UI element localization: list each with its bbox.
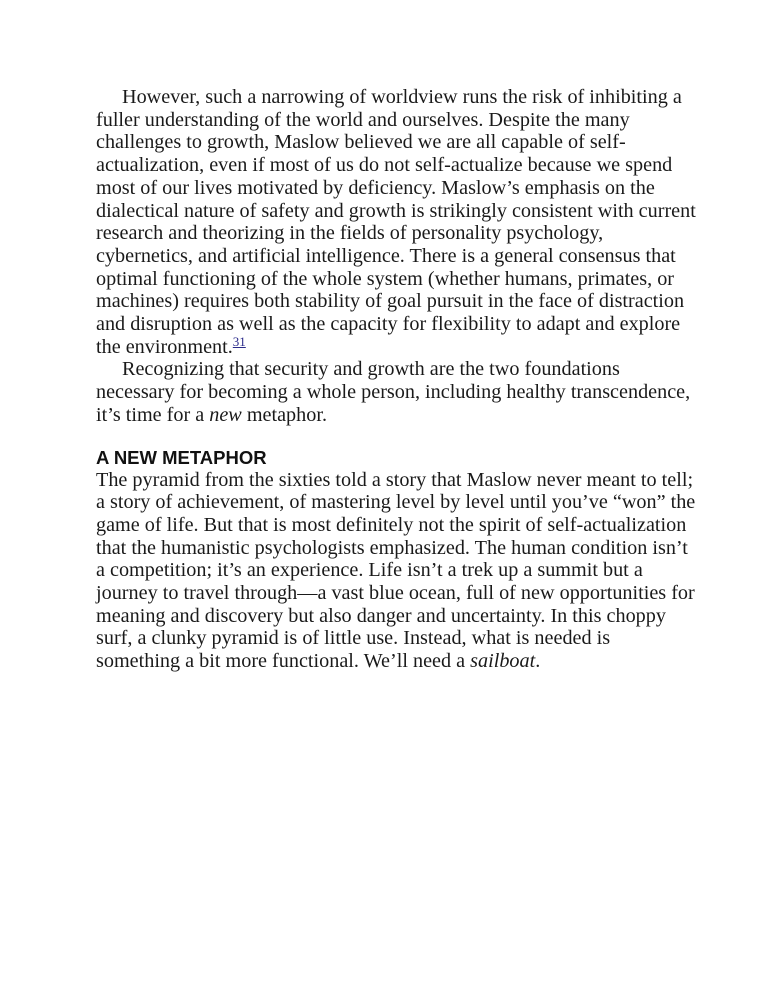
paragraph-text: However, such a narrowing of worldview runs the risk of inhibiting a fuller understanding of the world and ourselves. Despite the many challenges to growth, Maslow believed we are all capable of self-actualization, even if most of us do not self-actualize because we spend most of our lives motivated by deficiency. Maslow’s emphasis on the dialectical nature of safety and growth is strikingly consistent with current research and theorizing in the fields of personality psychology, cybernetics, and artificial intelligence. There is a general consensus that optimal functioning of the whole system (whether humans, primates, or machines) requires both stability of goal pursuit in the face of distraction and disruption as well as the capacity for flexibility to adapt and explore the environment. xyxy=(96,86,696,358)
paragraph-text: Recognizing that security and growth are the two foundations necessary for becoming a whole person, including healthy transcendence, it’s time for a xyxy=(96,358,691,426)
paragraph-text-end: . xyxy=(535,650,541,673)
emphasis-sailboat: sailboat xyxy=(470,650,536,673)
section-heading: A NEW METAPHOR xyxy=(96,446,267,468)
paragraph-text-end: metaphor. xyxy=(241,403,327,426)
paragraph-safety-growth xyxy=(96,86,696,358)
paragraph-new-metaphor-intro xyxy=(96,358,696,426)
footnote-link[interactable]: 31 xyxy=(232,333,246,349)
book-page xyxy=(96,86,696,673)
paragraph-text: The pyramid from the sixties told a story that Maslow never meant to tell; a story of achievement, of mastering level by level until you’ve “won” the game of life. But that is most definitely not the spirit of self-actualization that the humanistic psychologists emphasized. The human condition isn’t a competition; it’s an experience. Life isn’t a trek up a summit but a journey to travel through—a vast blue ocean, full of new opportunities for meaning and discovery but also danger and uncertainty. In this choppy surf, a clunky pyramid is of little use. Instead, what is needed is something a bit more functional. We’ll need a xyxy=(96,468,696,673)
emphasis-new: new xyxy=(209,403,242,426)
paragraph-sailboat xyxy=(96,469,696,673)
